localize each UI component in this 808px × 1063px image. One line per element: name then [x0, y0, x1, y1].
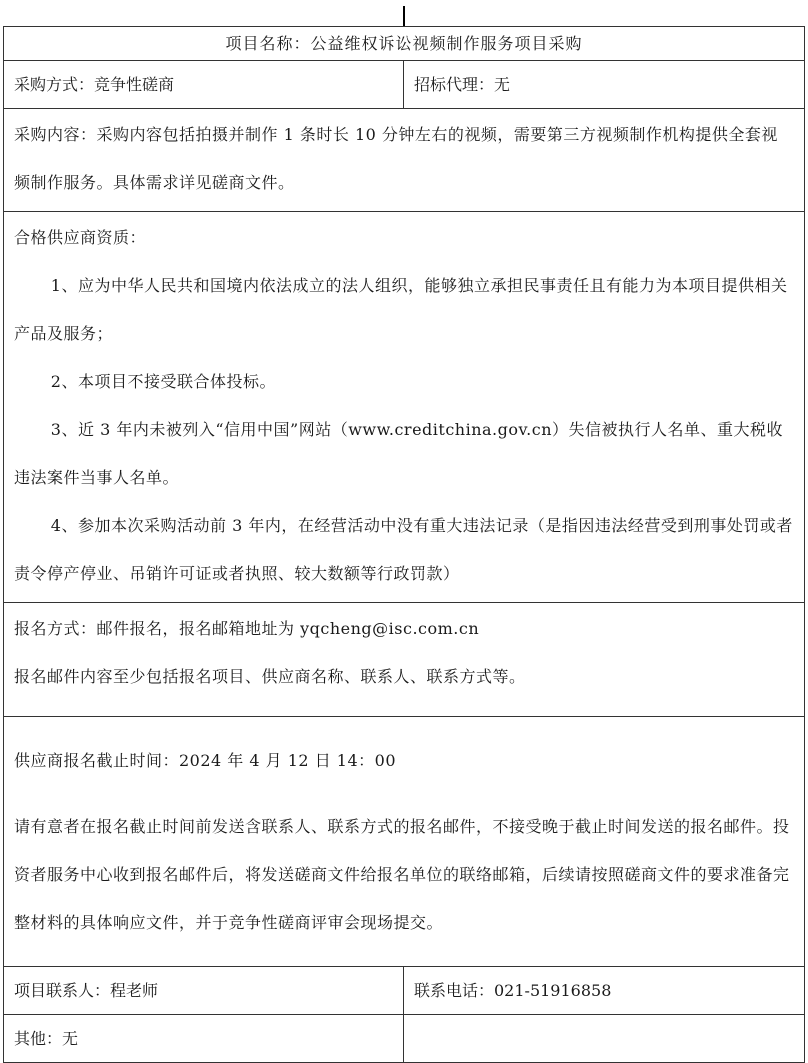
empty-cell — [404, 1015, 805, 1063]
qualification-item: 3、近 3 年内未被列入“信用中国”网站（www.creditchina.gov.cn）失信被执行人名单、重大税收违法案件当事人名单。 — [14, 420, 784, 487]
qualification-cell — [4, 212, 805, 603]
qualification-item: 4、参加本次采购活动前 3 年内，在经营活动中没有重大违法记录（是指因违法经营受到刑事处罚或者责令停产停业、吊销许可证或者执照、较大数额等行政罚款） — [14, 516, 793, 583]
qualification-item: 2、本项目不接受联合体投标。 — [50, 372, 276, 391]
registration-method: 报名方式：邮件报名，报名邮箱地址为 yqcheng@isc.com.cn — [14, 619, 480, 638]
procurement-method: 采购方式：竞争性磋商 — [4, 61, 404, 109]
procurement-content: 采购内容：采购内容包括拍摄并制作 1 条时长 10 分钟左右的视频，需要第三方视频制作机构提供全套视频制作服务。具体需求详见磋商文件。 — [14, 125, 778, 192]
contact-phone: 联系电话：021-51916858 — [404, 967, 805, 1015]
project-name: 项目名称：公益维权诉讼视频制作服务项目采购 — [4, 27, 805, 61]
other-info: 其他：无 — [4, 1015, 404, 1063]
deadline-note: 请有意者在报名截止时间前发送含联系人、联系方式的报名邮件，不接受晚于截止时间发送的报名邮件。投资者服务中心收到报名邮件后，将发送磋商文件给报名单位的联络邮箱，后续请按照磋商文件的要求准备完整材料的具体响应文件，并于竞争性磋商评审会现场提交。 — [14, 817, 790, 932]
qualification-item: 1、应为中华人民共和国境内依法成立的法人组织，能够独立承担民事责任且有能力为本项目提供相关产品及服务； — [14, 276, 788, 343]
project-contact: 项目联系人：程老师 — [4, 967, 404, 1015]
text-cursor — [403, 6, 405, 26]
deadline-cell — [4, 717, 805, 967]
tender-agent: 招标代理：无 — [404, 61, 805, 109]
registration-cell — [4, 603, 805, 717]
procurement-content-cell — [4, 109, 805, 212]
registration-content: 报名邮件内容至少包括报名项目、供应商名称、联系人、联系方式等。 — [14, 667, 526, 686]
procurement-notice-table — [3, 26, 805, 1063]
registration-deadline: 供应商报名截止时间：2024 年 4 月 12 日 14：00 — [14, 751, 396, 770]
qualification-heading: 合格供应商资质： — [14, 228, 147, 247]
